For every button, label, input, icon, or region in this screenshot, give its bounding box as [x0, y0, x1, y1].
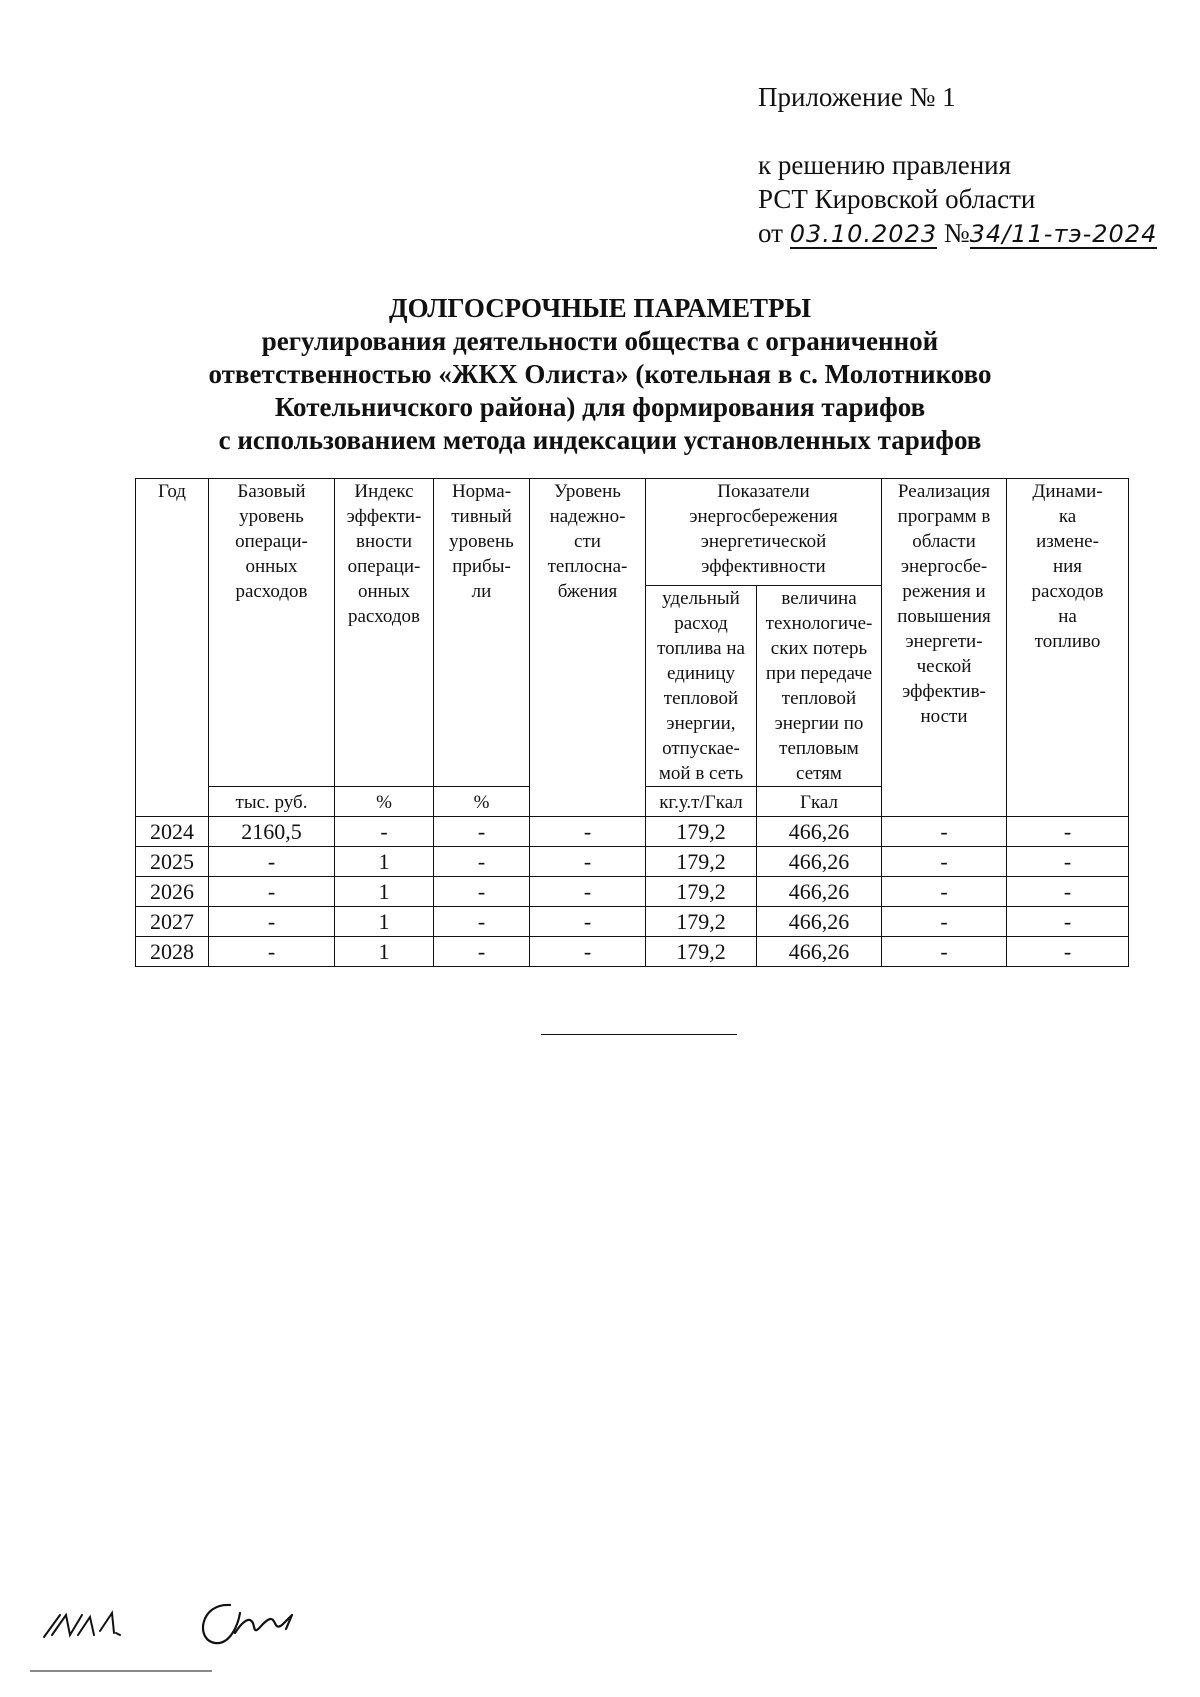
cell-year: 2025 — [136, 847, 209, 877]
cell-losses: 466,26 — [757, 937, 882, 967]
cell-index: - — [335, 817, 434, 847]
cell-reliability: - — [530, 847, 646, 877]
cell-reliability: - — [530, 877, 646, 907]
cell-programs: - — [882, 817, 1007, 847]
cell-profit: - — [434, 877, 530, 907]
cell-profit: - — [434, 907, 530, 937]
cell-dynamics: - — [1007, 817, 1129, 847]
cell-fuel: 179,2 — [646, 907, 757, 937]
table-row — [136, 847, 1129, 877]
unit-profit: % — [434, 787, 530, 817]
cell-fuel: 179,2 — [646, 937, 757, 967]
handwritten-date: 03.10.2023 — [789, 220, 938, 248]
title-line-4: Котельничского района) для формирования тарифов — [274, 392, 926, 422]
header-profit-level: Норма- тивный уровень прибы- ли — [434, 479, 530, 787]
appendix-title: Приложение № 1 — [758, 82, 956, 112]
date-prefix: от — [758, 218, 783, 248]
cell-losses: 466,26 — [757, 817, 882, 847]
cell-reliability: - — [530, 937, 646, 967]
cell-index: 1 — [335, 877, 434, 907]
header-programs: Реализация программ в области энергосбе- режения и повышения энергети- ческой эффектив- ности — [882, 479, 1007, 817]
parameters-table — [135, 478, 1129, 967]
header-efficiency-index: Индекс эффекти- вности операци- онных расходов — [335, 479, 434, 787]
table-row — [136, 907, 1129, 937]
handwritten-signature — [30, 1585, 360, 1675]
cell-fuel: 179,2 — [646, 847, 757, 877]
cell-fuel: 179,2 — [646, 817, 757, 847]
cell-base: - — [209, 847, 335, 877]
cell-fuel: 179,2 — [646, 877, 757, 907]
cell-dynamics: - — [1007, 937, 1129, 967]
header-fuel-dynamics: Динами- ка измене- ния расходов на топливо — [1007, 479, 1129, 817]
cell-dynamics: - — [1007, 877, 1129, 907]
cell-base: - — [209, 877, 335, 907]
cell-index: 1 — [335, 847, 434, 877]
appendix-line1: к решению правления — [758, 150, 1012, 180]
cell-profit: - — [434, 847, 530, 877]
appendix-line2: РСТ Кировской области — [758, 184, 1036, 214]
table-row — [136, 817, 1129, 847]
cell-losses: 466,26 — [757, 877, 882, 907]
unit-index: % — [335, 787, 434, 817]
cell-base: 2160,5 — [209, 817, 335, 847]
table-row — [136, 877, 1129, 907]
document-title — [0, 292, 1200, 457]
table-row — [136, 937, 1129, 967]
appendix-gap — [758, 114, 1157, 148]
cell-profit: - — [434, 937, 530, 967]
cell-year: 2026 — [136, 877, 209, 907]
title-line-5: с использованием метода индексации установленных тарифов — [218, 425, 982, 455]
unit-losses: Гкал — [757, 787, 882, 817]
cell-index: 1 — [335, 907, 434, 937]
title-line-1: ДОЛГОСРОЧНЫЕ ПАРАМЕТРЫ — [389, 293, 811, 323]
closing-line — [541, 1034, 737, 1035]
cell-profit: - — [434, 817, 530, 847]
unit-base: тыс. руб. — [209, 787, 335, 817]
initials-scrawl — [44, 1613, 120, 1637]
cell-programs: - — [882, 847, 1007, 877]
header-reliability: Уровень надежно- сти теплосна- бжения — [530, 479, 646, 817]
cell-programs: - — [882, 877, 1007, 907]
title-line-3: ответственностью «ЖКХ Олиста» (котельная в с. Молотниково — [208, 359, 992, 389]
signature-scrawl — [203, 1605, 292, 1643]
cell-losses: 466,26 — [757, 907, 882, 937]
cell-programs: - — [882, 937, 1007, 967]
title-line-2: регулирования деятельности общества с ограниченной — [261, 326, 939, 356]
cell-base: - — [209, 937, 335, 967]
cell-reliability: - — [530, 817, 646, 847]
cell-index: 1 — [335, 937, 434, 967]
header-year: Год — [136, 479, 209, 817]
appendix-date-line — [758, 216, 1157, 250]
header-energy-indicators: Показатели энергосбережения энергетической эффективности — [646, 479, 882, 586]
cell-dynamics: - — [1007, 907, 1129, 937]
header-specific-fuel: удельный расход топлива на единицу тепловой энергии, отпускае- мой в сеть — [646, 586, 757, 787]
cell-losses: 466,26 — [757, 847, 882, 877]
header-base-level: Базовый уровень операци- онных расходов — [209, 479, 335, 787]
cell-year: 2024 — [136, 817, 209, 847]
cell-programs: - — [882, 907, 1007, 937]
appendix-block — [758, 80, 1157, 250]
cell-year: 2028 — [136, 937, 209, 967]
cell-base: - — [209, 907, 335, 937]
handwritten-number: 34/11-тэ-2024 — [969, 220, 1158, 248]
cell-year: 2027 — [136, 907, 209, 937]
cell-reliability: - — [530, 907, 646, 937]
unit-fuel: кг.у.т/Гкал — [646, 787, 757, 817]
header-heat-losses: величина технологиче- ских потерь при передаче тепловой энергии по тепловым сетям — [757, 586, 882, 787]
number-prefix: № — [943, 218, 970, 248]
cell-dynamics: - — [1007, 847, 1129, 877]
